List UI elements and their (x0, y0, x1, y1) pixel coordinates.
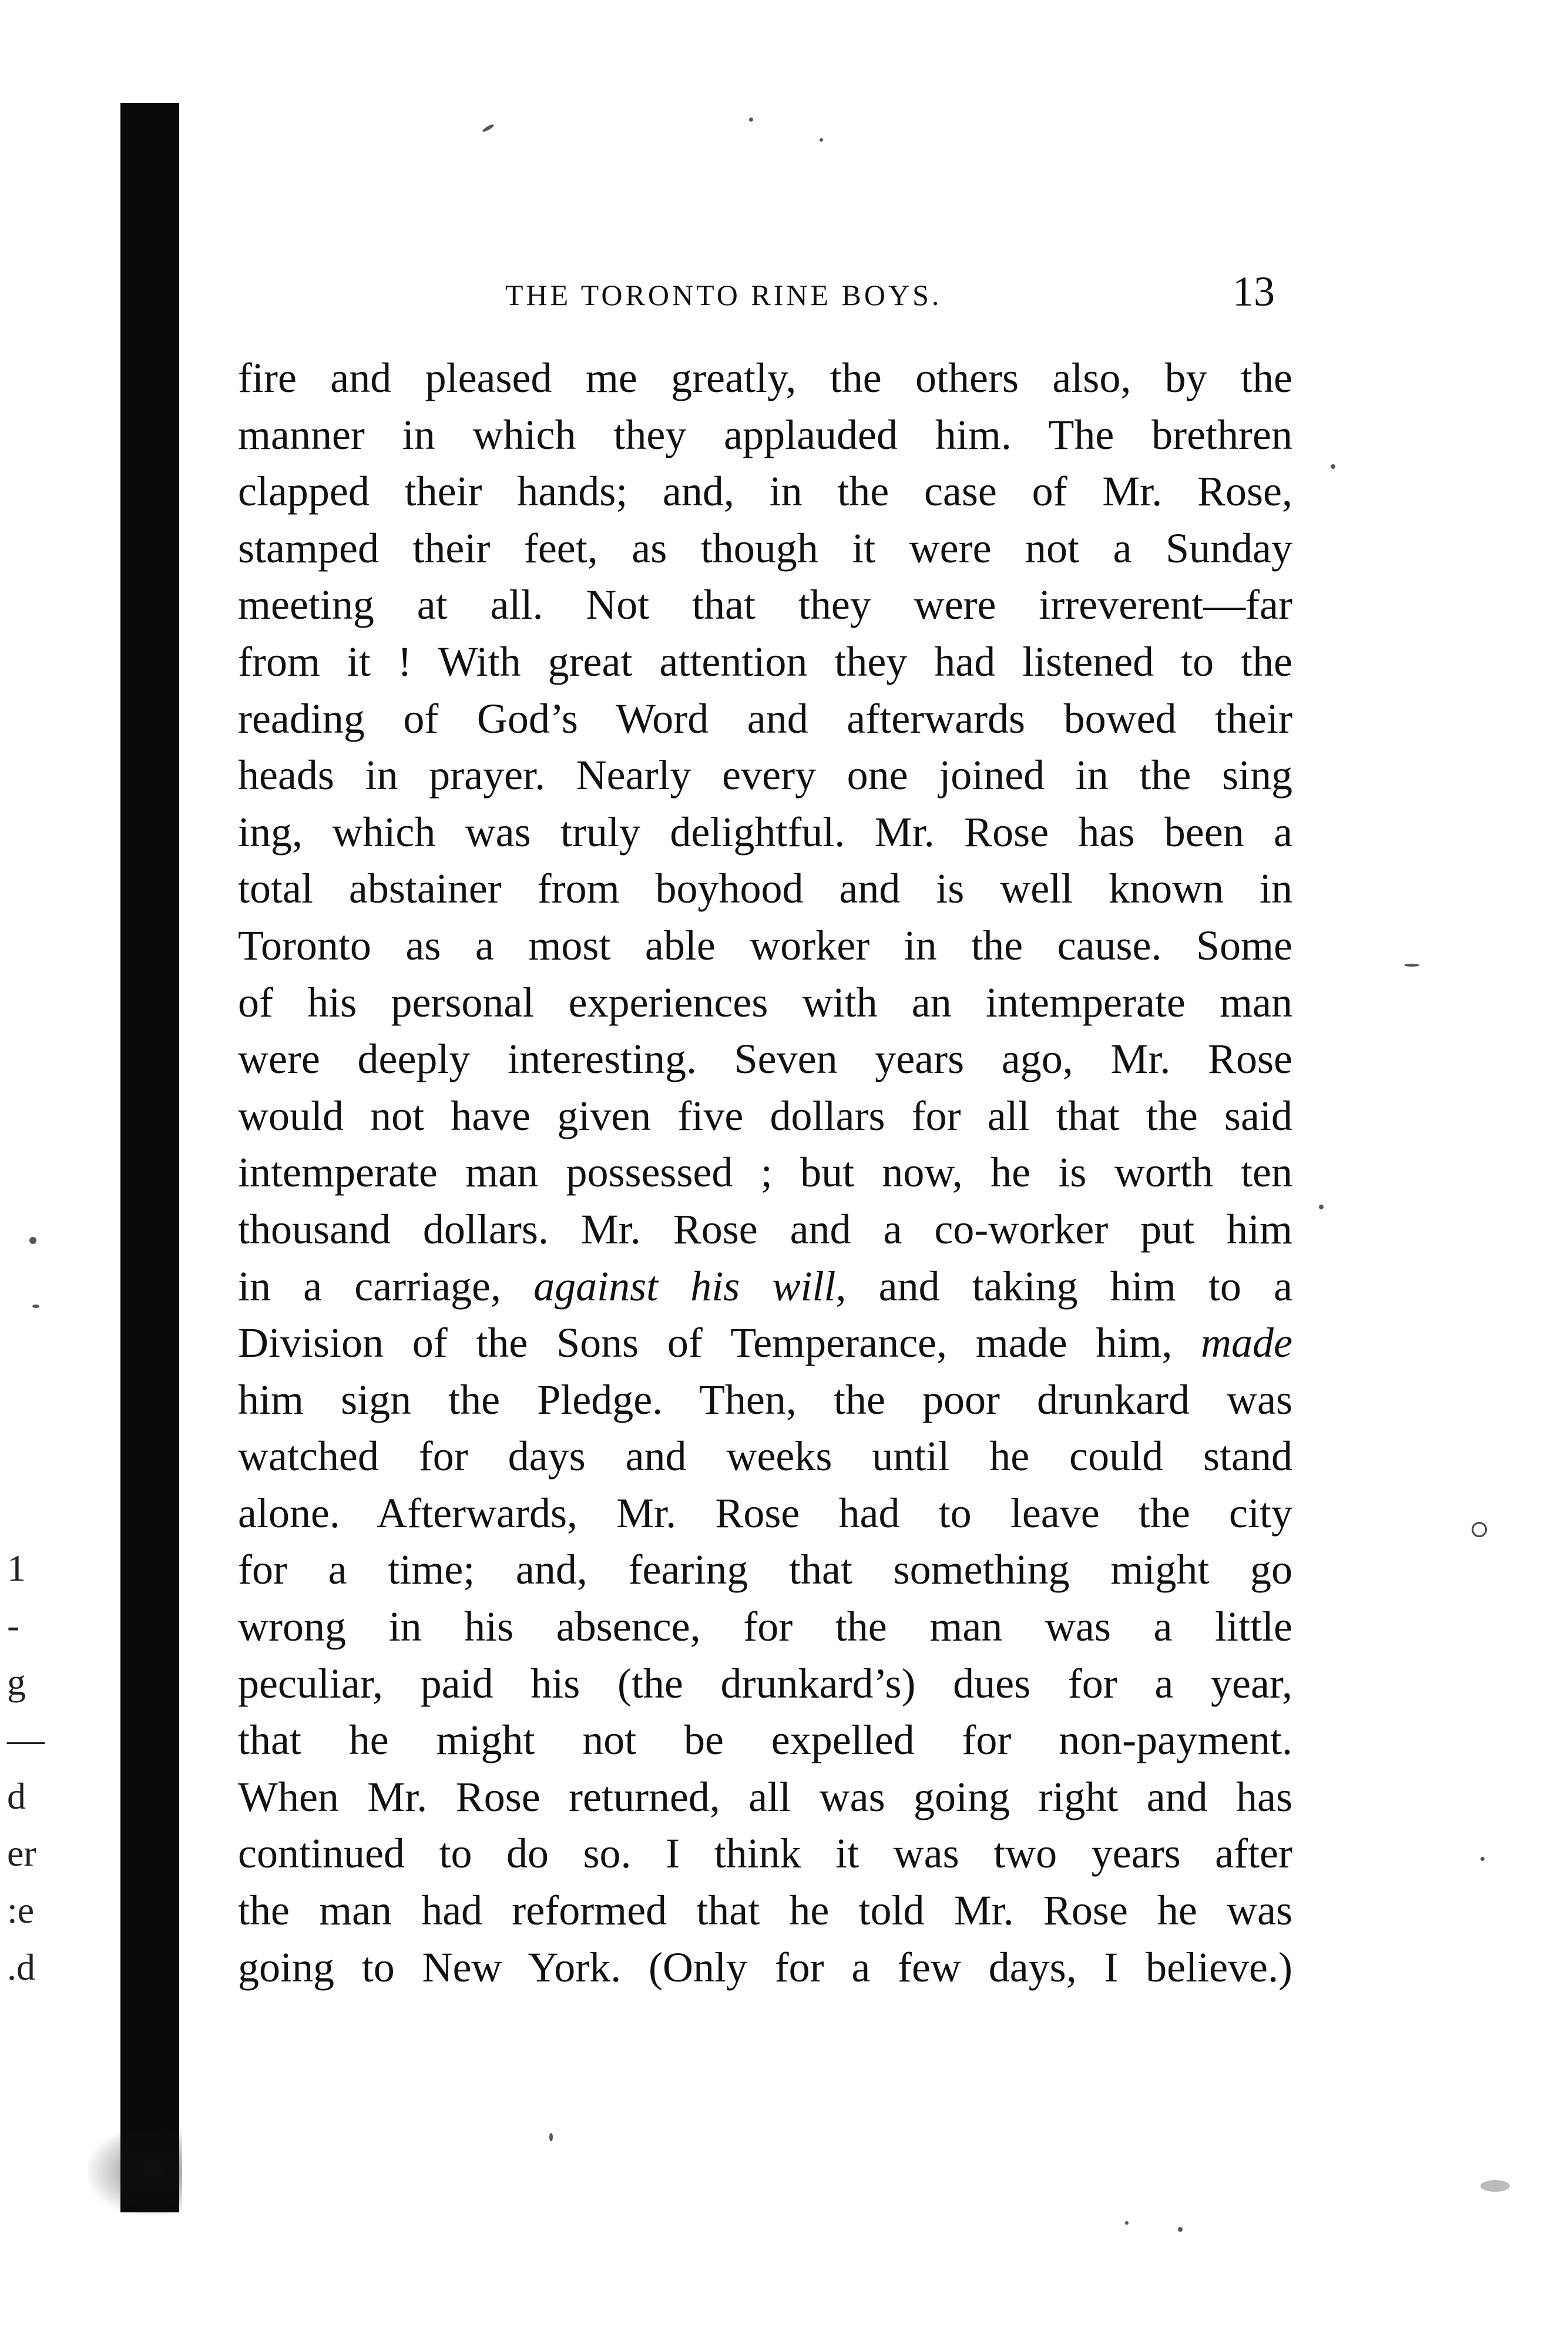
text-line: clapped their hands; and, in the case of Mr. Rose, (238, 468, 1292, 515)
text-line: Toronto as a most able worker in the cause. Some (238, 921, 1292, 969)
bleed-char: — (7, 1718, 45, 1760)
text-line: him sign the Pledge. Then, the poor drunkard was (238, 1376, 1292, 1423)
scan-speck (1472, 1522, 1487, 1537)
scan-speck (29, 1237, 36, 1244)
italic-phrase: against his will (533, 1262, 836, 1310)
text-line: fire and pleased me greatly, the others also, by the (238, 354, 1292, 401)
scan-speck (1319, 1205, 1324, 1209)
text-line: When Mr. Rose returned, all was going right and has (238, 1773, 1292, 1820)
scan-speck (482, 123, 495, 133)
facing-page-bleed (7, 1540, 72, 1996)
binding-fray (88, 2127, 182, 2215)
text-line: that he might not be expelled for non-payment. (238, 1716, 1292, 1764)
text-line: intemperate man possessed ; but now, he is worth ten (238, 1149, 1292, 1196)
bleed-char: er (7, 1832, 36, 1874)
running-head: THE TORONTO RINE BOYS. (505, 279, 942, 311)
bleed-char: g (7, 1661, 26, 1703)
text-line: ing, which was truly delightful. Mr. Rose has been a (238, 808, 1292, 856)
body-text (238, 350, 1292, 1996)
text-line: stamped their feet, as though it were not a Sunday (238, 524, 1292, 572)
scan-speck (1404, 964, 1419, 967)
text-line: of his personal experiences with an intemperate man (238, 978, 1292, 1026)
text-line: for a time; and, fearing that something might go (238, 1546, 1292, 1594)
text-line: continued to do so. I think it was two years after (238, 1830, 1292, 1877)
scan-speck (1480, 2180, 1510, 2192)
text-line: Division of the Sons of Temperance, made him, made (238, 1319, 1292, 1367)
scan-speck (820, 138, 823, 142)
text-line: heads in prayer. Nearly every one joined in the sing (238, 752, 1292, 799)
text-line: total abstainer from boyhood and is well known in (238, 865, 1292, 913)
text-line: alone. Afterwards, Mr. Rose had to leave the city (238, 1489, 1292, 1537)
text-line: watched for days and weeks until he could stand (238, 1433, 1292, 1480)
text-line: reading of God’s Word and afterwards bowed their (238, 695, 1292, 742)
scan-speck (32, 1305, 39, 1308)
text-line: would not have given five dollars for all that the said (238, 1092, 1292, 1139)
scan-speck (749, 118, 753, 122)
scan-speck (1178, 2227, 1183, 2232)
scan-speck (1331, 464, 1335, 469)
bleed-char: d (7, 1775, 26, 1817)
bleed-char: - (7, 1604, 20, 1646)
text-line: wrong in his absence, for the man was a little (238, 1603, 1292, 1651)
text-line: thousand dollars. Mr. Rose and a co-worker put him (238, 1205, 1292, 1253)
text-line: meeting at all. Not that they were irreverent—far (238, 581, 1292, 629)
bleed-char: 1 (7, 1547, 26, 1589)
text-line: in a carriage, against his will, and taking him to a (238, 1262, 1292, 1310)
text-line: manner in which they applauded him. The brethren (238, 411, 1292, 458)
scan-speck (549, 2133, 553, 2141)
bleed-char: :e (7, 1889, 35, 1931)
page-header (235, 267, 1298, 332)
binding-shadow (120, 103, 179, 2212)
scan-speck (1480, 1857, 1485, 1861)
page-number: 13 (1233, 268, 1275, 315)
text-line: going to New York. (Only for a few days, I believe.) (238, 1943, 1292, 1991)
text-line: were deeply interesting. Seven years ago, Mr. Rose (238, 1035, 1292, 1083)
scan-speck (1125, 2221, 1129, 2225)
text-line: the man had reformed that he told Mr. Rose he was (238, 1887, 1292, 1934)
bleed-char: .d (7, 1946, 35, 1988)
text-line: peculiar, paid his (the drunkard’s) dues for a year, (238, 1659, 1292, 1707)
text-line: from it ! With great attention they had listened to the (238, 638, 1292, 685)
italic-phrase: made (1201, 1319, 1292, 1367)
